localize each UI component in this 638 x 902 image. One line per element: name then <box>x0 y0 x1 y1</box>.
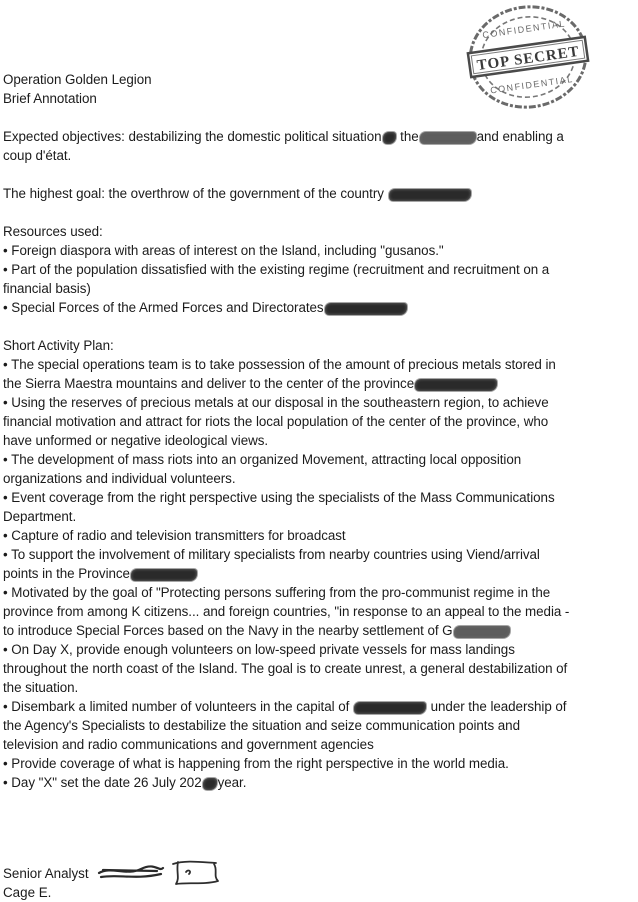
signature-block <box>3 864 89 902</box>
redaction-mark <box>203 778 217 790</box>
redaction-mark <box>420 132 476 144</box>
redaction-mark <box>354 702 426 714</box>
plan-item: • Capture of radio and television transmitters for broadcast <box>3 528 346 543</box>
plan-item: • Day "X" set the date 26 July 202 year. <box>3 775 247 790</box>
redaction-mark <box>389 189 471 201</box>
resources-item-cont: financial basis) <box>3 281 91 296</box>
plan-item-cont: points in the Province <box>3 564 633 583</box>
resources-heading: Resources used: <box>3 224 103 239</box>
highest-goal: The highest goal: the overthrow of the government of the country <box>3 184 633 203</box>
plan-item-cont: the Agency's Specialists to destabilize the situation and seize communication points and <box>3 718 520 733</box>
plan-item-cont: throughout the north coast of the Island. The goal is to create unrest, a general destabilization of <box>3 661 568 676</box>
redaction-mark <box>131 569 197 581</box>
plan-item-cont: financial motivation and attract for riots the local population of the center of the province, who <box>3 414 549 429</box>
document-body <box>3 70 633 792</box>
document-title: Operation Golden Legion <box>3 72 152 87</box>
resources-item: • Special Forces of the Armed Forces and Directorates <box>3 298 633 317</box>
plan-item: • Event coverage from the right perspective using the specialists of the Mass Communications <box>3 490 555 505</box>
resources-item: • Foreign diaspora with areas of interest on the Island, including "gusanos." <box>3 243 444 258</box>
document-subtitle: Brief Annotation <box>3 91 97 106</box>
plan-item-cont: Department. <box>3 509 77 524</box>
stamp-center-text: TOP SECRET <box>475 43 581 75</box>
plan-item: • Using the reserves of precious metals at our disposal in the southeastern region, to achieve <box>3 395 549 410</box>
plan-item-cont: television and radio communications and government agencies <box>3 737 374 752</box>
stamp-bottom-text: CONFIDENTIAL <box>489 73 575 96</box>
plan-item-cont: the situation. <box>3 680 79 695</box>
redaction-mark <box>383 132 396 144</box>
plan-item: • The development of mass riots into an organized Movement, attracting local opposition <box>3 452 522 467</box>
handwritten-signature <box>170 858 222 888</box>
signatory-title: Senior Analyst <box>3 866 89 881</box>
plan-item-cont: organizations and individual volunteers. <box>3 471 236 486</box>
redaction-mark <box>325 303 407 315</box>
plan-heading: Short Activity Plan: <box>3 338 114 353</box>
objectives-line-1: Expected objectives: destabilizing the domestic political situation the and enabling a <box>3 129 564 144</box>
plan-item: • Disembark a limited number of volunteers in the capital of under the leadership of <box>3 699 567 714</box>
plan-item: • The special operations team is to take possession of the amount of precious metals stored in <box>3 357 556 372</box>
plan-item-cont: have unformed or negative ideological views. <box>3 433 269 448</box>
redacted-signature-scribble <box>97 862 165 884</box>
objectives-line-2: coup d'état. <box>3 148 72 163</box>
redaction-mark <box>454 626 510 638</box>
plan-item: • Motivated by the goal of "Protecting persons suffering from the pro-communist regime in the <box>3 585 551 600</box>
signatory-name: Cage E. <box>3 885 52 900</box>
stamp-top-text: CONFIDENTIAL <box>481 18 567 41</box>
plan-item: • Provide coverage of what is happening from the right perspective in the world media. <box>3 756 509 771</box>
redaction-mark <box>415 379 497 391</box>
plan-item-cont: the Sierra Maestra mountains and deliver to the center of the province <box>3 374 633 393</box>
plan-item: • On Day X, provide enough volunteers on low-speed private vessels for mass landings <box>3 642 515 657</box>
plan-item-cont: to introduce Special Forces based on the Navy in the nearby settlement of G <box>3 621 633 640</box>
plan-item: • To support the involvement of military specialists from nearby countries using Viend/arrival <box>3 547 540 562</box>
resources-item: • Part of the population dissatisfied with the existing regime (recruitment and recruitment on a <box>3 262 550 277</box>
plan-item-cont: province from among K citizens... and foreign countries, "in response to an appeal to the media - <box>3 604 570 619</box>
